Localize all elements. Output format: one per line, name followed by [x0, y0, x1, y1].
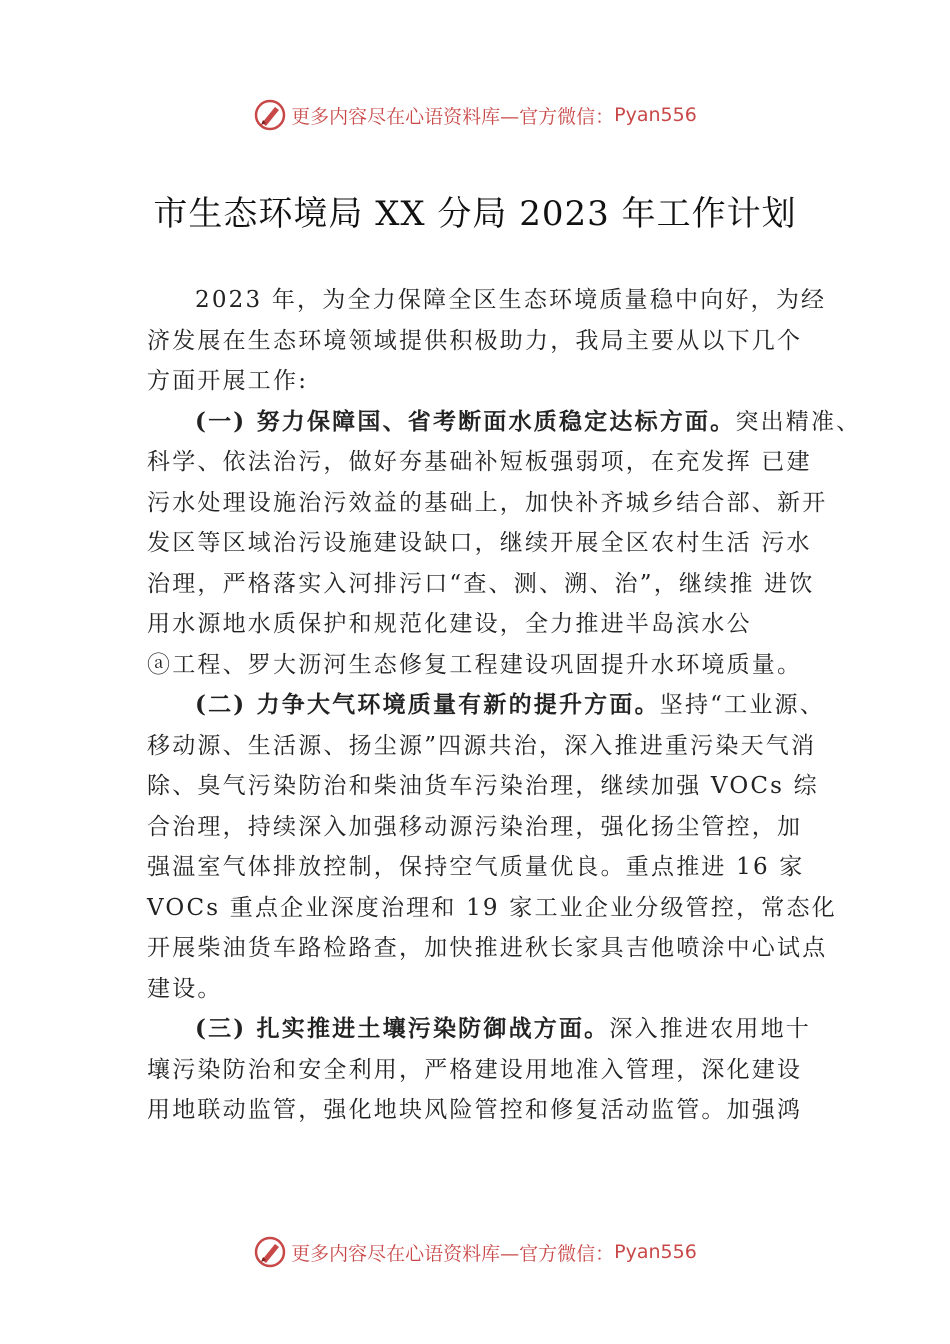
section-heading: (一) 努力保障国、省考断面水质稳定达标方面。: [195, 407, 736, 435]
body-line: [0, 608, 950, 640]
line-text: 除、臭气污染防治和柴油货车污染治理，继续加强 VOCs 综: [147, 773, 819, 799]
body-line: [0, 406, 950, 438]
line-text: 方面开展工作:: [147, 368, 309, 394]
body-line: [0, 284, 950, 316]
line-text: 坚持“工业源、: [659, 692, 825, 718]
line-text: 用地联动监管，强化地块风险管控和修复活动监管。加强鸿: [147, 1097, 803, 1123]
pen-circle-logo-icon: [253, 98, 287, 132]
section-heading: (二) 力争大气环境质量有新的提升方面。: [195, 691, 660, 718]
body-line: [0, 1054, 950, 1086]
body-line: [0, 973, 950, 1005]
line-text: 2023 年，为全力保障全区生态环境质量稳中向好，为经: [195, 287, 827, 313]
line-text: 治理，严格落实入河排污口“查、测、溯、治”，继续推 进饮: [147, 570, 815, 597]
line-text: 突出精准、: [735, 408, 862, 435]
body-line: [0, 892, 950, 924]
pen-circle-logo-icon: [253, 1235, 287, 1269]
body-line: [0, 649, 950, 681]
line-text: 科学、依法治污，做好夯基础补短板强弱项，在充发挥 已建: [147, 449, 812, 475]
body-line: [0, 446, 950, 478]
body-line: [0, 365, 950, 397]
body-line: [0, 568, 950, 600]
body-line: [0, 932, 950, 964]
line-text: 强温室气体排放控制，保持空气质量优良。重点推进 16 家: [147, 854, 805, 880]
line-text: 合治理，持续深入加强移动源污染治理，强化扬尘管控，加: [147, 813, 803, 840]
line-text: 深入推进农用地十: [609, 1016, 811, 1042]
line-text: VOCs 重点企业深度治理和 19 家工业企业分级管控，常态化: [147, 894, 837, 921]
body-line: [0, 730, 950, 762]
line-text: 发区等区域治污设施建设缺口，继续开展全区农村生活 污水: [147, 530, 812, 556]
line-text: 开展柴油货车路检路查，加快推进秋长家具吉他喷涂中心试点: [147, 935, 828, 961]
watermark-footer: [0, 1232, 950, 1272]
body-line: [0, 1013, 950, 1045]
line-text: 建设。: [147, 975, 223, 1002]
body-line: [0, 487, 950, 519]
line-text: 济发展在生态环境领域提供积极助力，我局主要从以下几个: [147, 327, 803, 354]
body-line: [0, 1094, 950, 1126]
line-text: 污水处理设施治污效益的基础上，加快补齐城乡结合部、新开: [147, 489, 828, 516]
watermark-contact: Pyan556: [614, 104, 697, 126]
body-line: [0, 325, 950, 357]
body-line: [0, 851, 950, 883]
line-text: 移动源、生活源、扬尘源”四源共治，深入推进重污染天气消: [147, 732, 817, 759]
watermark-text: 更多内容尽在心语资料库—官方微信：: [291, 1242, 615, 1265]
line-text: 用水源地水质保护和规范化建设，全力推进半岛滨水公: [147, 611, 752, 637]
body-line: [0, 689, 950, 721]
line-text: ⓐ工程、罗大沥河生态修复工程建设巩固提升水环境质量。: [147, 651, 803, 678]
watermark-header: [0, 95, 950, 135]
body-line: [0, 770, 950, 802]
body-line: [0, 811, 950, 843]
watermark-contact: Pyan556: [614, 1241, 697, 1263]
section-heading: (三) 扎实推进土壤污染防御战方面。: [195, 1015, 610, 1042]
body-line: [0, 527, 950, 559]
watermark-text: 更多内容尽在心语资料库—官方微信：: [291, 105, 615, 128]
line-text: 壤污染防治和安全利用，严格建设用地准入管理，深化建设: [147, 1056, 803, 1083]
page-title: 市生态环境局 XX 分局 2023 年工作计划: [153, 194, 797, 234]
